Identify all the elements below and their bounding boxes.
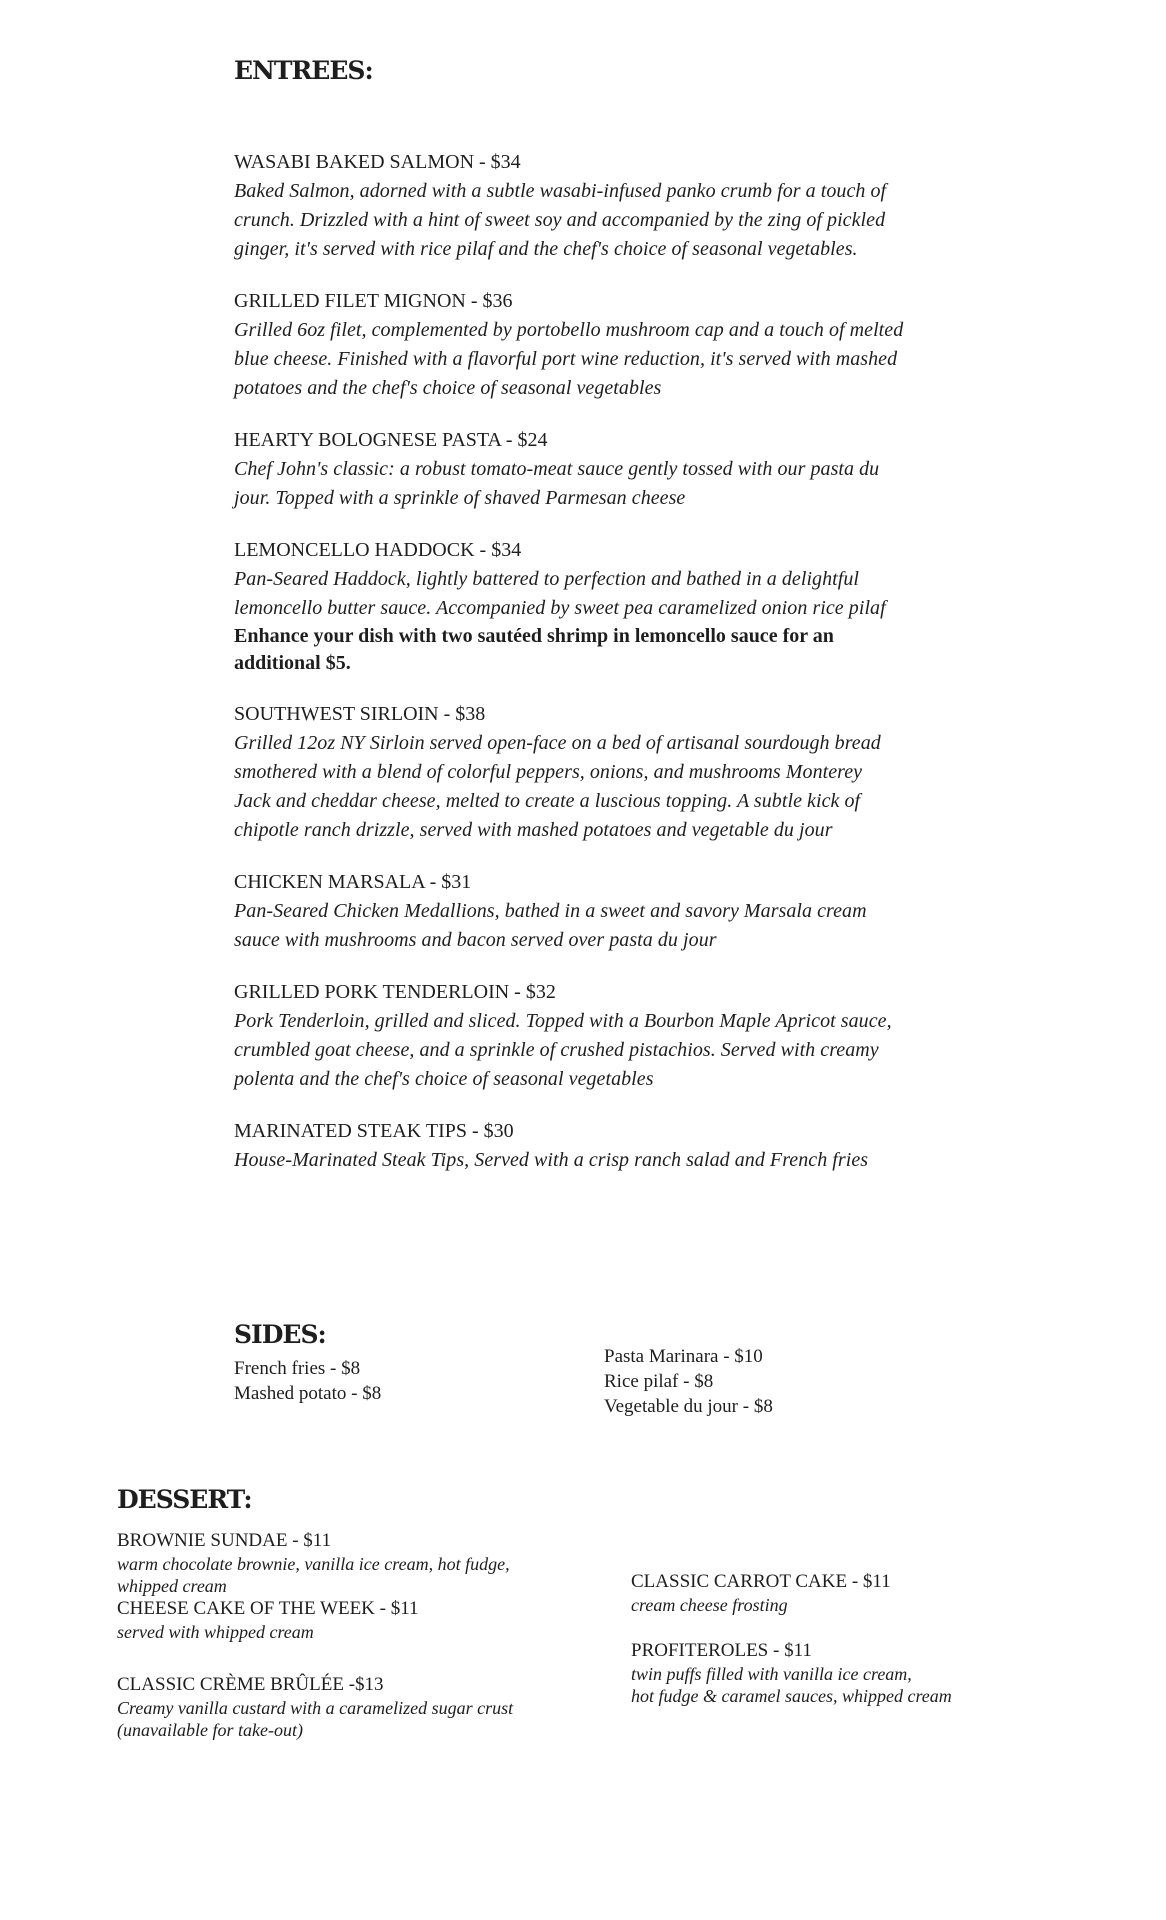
dessert-description [631,1663,1131,1707]
item-description [234,1007,974,1094]
item-upgrade-note [234,623,974,677]
desc-line: whipped cream [117,1576,227,1596]
note-line: additional $5. [234,652,351,674]
dessert-item [117,1673,587,1741]
desc-line: jour. Topped with a sprinkle of shaved Parmesan cheese [234,487,686,509]
desc-line: (unavailable for take-out) [117,1720,303,1740]
dessert-description [117,1621,587,1643]
desc-line: sauce with mushrooms and bacon served over pasta du jour [234,929,717,951]
entrees-list [234,148,974,1198]
dessert-description [117,1697,587,1741]
item-name: SOUTHWEST SIRLOIN - $38 [234,703,486,725]
dessert-description [631,1594,1131,1616]
desc-line: lemoncello butter sauce. Accompanied by sweet pea caramelized onion rice pilaf [234,597,886,619]
desc-line: warm chocolate brownie, vanilla ice cream, hot fudge, [117,1554,510,1574]
desc-line: polenta and the chef's choice of seasonal vegetables [234,1068,654,1090]
desc-line: hot fudge & caramel sauces, whipped cream [631,1686,952,1706]
desc-line: Chef John's classic: a robust tomato-meat sauce gently tossed with our pasta du [234,458,880,480]
item-name: LEMONCELLO HADDOCK - $34 [234,539,522,561]
sides-list-left [234,1356,381,1406]
entrees-heading: ENTREES: [234,56,373,85]
item-description [234,729,974,845]
desc-line: crumbled goat cheese, and a sprinkle of crushed pistachios. Served with creamy [234,1039,879,1061]
desc-line: Pan-Seared Haddock, lightly battered to perfection and bathed in a delightful [234,568,860,590]
desc-line: chipotle ranch drizzle, served with mashed potatoes and vegetable du jour [234,819,833,841]
side-item: French fries - $8 [234,1358,361,1379]
menu-item [234,287,974,403]
item-description [234,565,974,623]
item-description [234,455,974,513]
item-description [234,316,974,403]
menu-item [234,536,974,677]
dessert-item [631,1570,1131,1616]
desc-line: served with whipped cream [117,1622,314,1642]
desc-line: crunch. Drizzled with a hint of sweet soy and accompanied by the zing of pickled [234,209,886,231]
dessert-name: BROWNIE SUNDAE - $11 [117,1530,332,1551]
side-item: Pasta Marinara - $10 [604,1346,763,1367]
sides-heading: SIDES: [234,1320,326,1349]
desc-line: Jack and cheddar cheese, melted to create a luscious topping. A subtle kick of [234,790,861,812]
dessert-name: PROFITEROLES - $11 [631,1640,812,1661]
note-line: Enhance your dish with two sautéed shrimp in lemoncello sauce for an [234,625,834,647]
dessert-name: CHEESE CAKE OF THE WEEK - $11 [117,1598,419,1619]
dessert-heading: DESSERT: [117,1485,252,1514]
menu-item [234,426,974,513]
menu-item [234,148,974,264]
desc-line: Baked Salmon, adorned with a subtle wasabi-infused panko crumb for a touch of [234,180,887,202]
side-item: Rice pilaf - $8 [604,1371,714,1392]
desc-line: Pan-Seared Chicken Medallions, bathed in a sweet and savory Marsala cream [234,900,867,922]
dessert-list-right [631,1570,1131,1707]
desc-line: Pork Tenderloin, grilled and sliced. Topped with a Bourbon Maple Apricot sauce, [234,1010,892,1032]
item-name: MARINATED STEAK TIPS - $30 [234,1120,514,1142]
sides-list-right [604,1344,773,1419]
item-name: HEARTY BOLOGNESE PASTA - $24 [234,429,548,451]
desc-line: Creamy vanilla custard with a caramelized sugar crust [117,1698,514,1718]
dessert-list-left [117,1529,587,1741]
menu-item [234,1117,974,1175]
side-item: Mashed potato - $8 [234,1383,382,1404]
desc-line: potatoes and the chef's choice of seasonal vegetables [234,377,662,399]
dessert-name: CLASSIC CRÈME BRÛLÉE -$13 [117,1674,384,1695]
desc-line: twin puffs filled with vanilla ice cream, [631,1664,912,1684]
menu-item [234,868,974,955]
desc-line: Grilled 12oz NY Sirloin served open-face on a bed of artisanal sourdough bread [234,732,881,754]
desc-line: smothered with a blend of colorful peppers, onions, and mushrooms Monterey [234,761,863,783]
dessert-name: CLASSIC CARROT CAKE - $11 [631,1571,891,1592]
menu-item [234,700,974,845]
desc-line: House-Marinated Steak Tips, Served with a crisp ranch salad and French fries [234,1149,869,1171]
side-item: Vegetable du jour - $8 [604,1396,773,1417]
item-name: CHICKEN MARSALA - $31 [234,871,472,893]
desc-line: ginger, it's served with rice pilaf and the chef's choice of seasonal vegetables. [234,238,858,260]
desc-line: cream cheese frosting [631,1595,788,1615]
item-name: GRILLED FILET MIGNON - $36 [234,290,513,312]
dessert-item [117,1529,587,1597]
menu-item [234,978,974,1094]
item-description [234,1146,974,1175]
item-description [234,177,974,264]
desc-line: blue cheese. Finished with a flavorful port wine reduction, it's served with mashed [234,348,898,370]
dessert-item [117,1597,587,1643]
dessert-description [117,1553,587,1597]
desc-line: Grilled 6oz filet, complemented by portobello mushroom cap and a touch of melted [234,319,904,341]
item-name: GRILLED PORK TENDERLOIN - $32 [234,981,556,1003]
item-name: WASABI BAKED SALMON - $34 [234,151,521,173]
item-description [234,897,974,955]
dessert-item [631,1639,1131,1707]
